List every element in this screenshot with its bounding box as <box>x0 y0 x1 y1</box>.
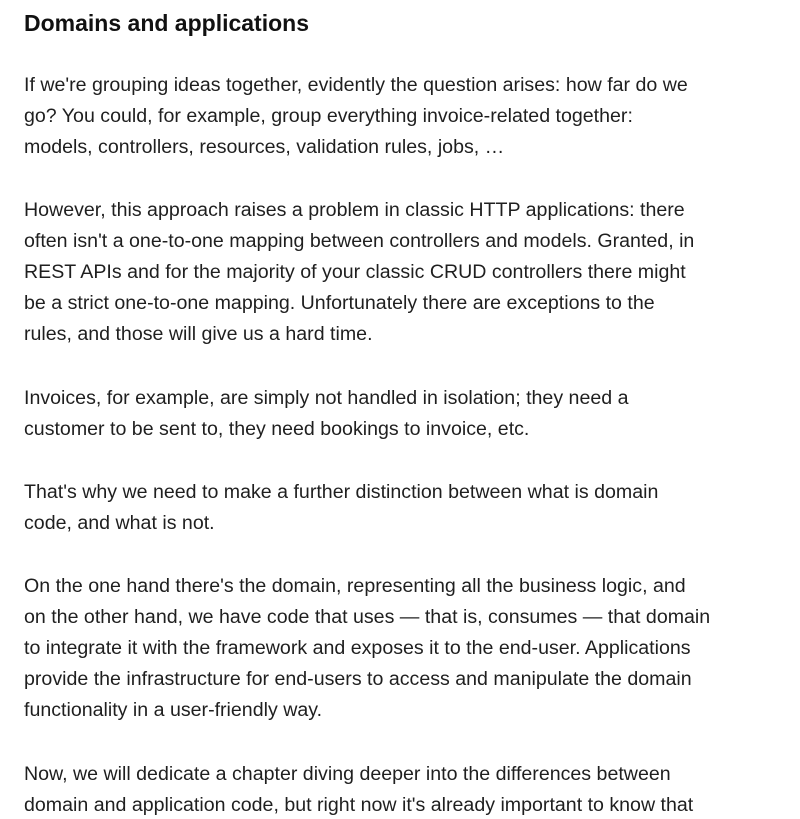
paragraph-4-line-1: That's why we need to make a further distinction between what is domain <box>24 481 659 503</box>
paragraph-4-line-2: code, and what is not. <box>24 512 215 534</box>
paragraph-3-line-1: Invoices, for example, are simply not handled in isolation; they need a <box>24 387 629 409</box>
paragraph-5-line-5: functionality in a user-friendly way. <box>24 699 323 721</box>
paragraph-2-line-2: often isn't a one-to-one mapping between controllers and models. Granted, in <box>24 230 695 252</box>
paragraph-6-line-2: domain and application code, but right now it's already important to know that <box>24 794 694 816</box>
paragraph-1-line-3: models, controllers, resources, validation rules, jobs, … <box>24 136 505 158</box>
paragraph-1-line-1: If we're grouping ideas together, evidently the question arises: how far do we <box>24 74 688 96</box>
section-heading: Domains and applications <box>24 10 309 36</box>
paragraph-5-line-4: provide the infrastructure for end-users to access and manipulate the domain <box>24 668 692 690</box>
paragraph-2-line-4: be a strict one-to-one mapping. Unfortunately there are exceptions to the <box>24 292 655 314</box>
paragraph-1-line-2: go? You could, for example, group everything invoice-related together: <box>24 105 633 127</box>
paragraph-6-line-1: Now, we will dedicate a chapter diving deeper into the differences between <box>24 763 671 785</box>
paragraph-5-line-1: On the one hand there's the domain, representing all the business logic, and <box>24 575 686 597</box>
paragraph-2-line-5: rules, and those will give us a hard time. <box>24 323 373 345</box>
paragraph-5-line-2: on the other hand, we have code that uses — that is, consumes — that domain <box>24 606 711 628</box>
paragraph-2-line-3: REST APIs and for the majority of your classic CRUD controllers there might <box>24 261 686 283</box>
paragraph-5-line-3: to integrate it with the framework and exposes it to the end-user. Applications <box>24 637 691 659</box>
paragraph-3-line-2: customer to be sent to, they need bookings to invoice, etc. <box>24 418 530 440</box>
paragraph-2-line-1: However, this approach raises a problem in classic HTTP applications: there <box>24 199 685 221</box>
